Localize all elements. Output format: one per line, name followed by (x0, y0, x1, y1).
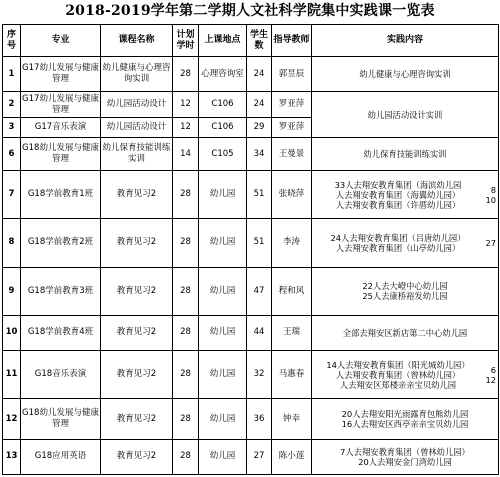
course-cell: 幼儿保育技能训练实训 (101, 138, 173, 171)
content-line: 7人去翔安教育集团（曾林幼儿园） (340, 446, 470, 457)
course-cell: 教育见习2 (101, 171, 173, 219)
course-cell: 教育见习2 (101, 267, 173, 315)
major-cell: G17幼儿发展与健康管理 (21, 92, 101, 118)
header-students: 学生数 (247, 25, 272, 57)
content-cell (312, 92, 499, 138)
content-cell (312, 267, 499, 315)
content-line: 人去翔安区郑楼亲亲宝贝幼儿园 (339, 379, 457, 390)
course-cell: 幼儿园活动设计 (101, 92, 173, 118)
students-cell: 36 (247, 399, 272, 440)
headcount-note (485, 238, 496, 248)
hours-cell: 28 (173, 315, 199, 350)
content-cell (312, 171, 499, 219)
location-cell: 幼儿园 (199, 399, 247, 440)
teacher-cell: 李涛 (272, 219, 312, 267)
seq-cell: 7 (3, 171, 21, 219)
hours-cell: 28 (173, 267, 199, 315)
header-major: 专业 (21, 25, 101, 57)
content-line: 人去翔安教育集团（山亭幼儿园） (335, 242, 461, 253)
header-teacher: 指导教师 (272, 25, 312, 57)
hours-cell: 28 (173, 439, 199, 474)
seq-cell: 9 (3, 267, 21, 315)
course-cell: 教育见习2 (101, 219, 173, 267)
students-cell: 29 (247, 118, 272, 138)
header-course: 课程名称 (101, 25, 173, 57)
major-cell: G18音乐表演 (21, 350, 101, 398)
table-row (3, 439, 499, 474)
teacher-cell: 罗亚萍 (272, 92, 312, 118)
teacher-cell: 张晓萍 (272, 171, 312, 219)
content-line: 幼儿园活动设计实训 (367, 109, 443, 120)
content-line: 20人去翔安金门湾幼儿园 (358, 456, 452, 467)
location-cell: C106 (199, 118, 247, 138)
course-cell: 教育见习2 (101, 315, 173, 350)
teacher-cell: 王曼景 (272, 138, 312, 171)
hours-cell: 28 (173, 219, 199, 267)
seq-cell: 6 (3, 138, 21, 171)
content-line: 人去翔安教育集团（许厝幼儿园） (335, 199, 461, 210)
page-title: 2018-2019学年第二学期人文社科学院集中实践课一览表 (65, 3, 435, 19)
teacher-cell: 王瑞 (272, 315, 312, 350)
content-line: 全部去翔安区新店第二中心幼儿园 (342, 327, 468, 338)
location-cell: 幼儿园 (199, 315, 247, 350)
major-cell: G18幼儿发展与健康管理 (21, 399, 101, 440)
course-cell: 幼儿健康与心理咨询实训 (101, 57, 173, 92)
course-cell: 幼儿园活动设计 (101, 118, 173, 138)
content-line: 14人去翔安教育集团（阳光城幼儿园） (326, 359, 470, 370)
hours-cell: 28 (173, 57, 199, 92)
seq-cell: 12 (3, 399, 21, 440)
students-cell: 51 (247, 219, 272, 267)
table-row (3, 267, 499, 315)
headcount-value: 27 (485, 237, 496, 248)
headcount-value: 10 (485, 194, 496, 205)
students-cell: 27 (247, 439, 272, 474)
seq-cell: 3 (3, 118, 21, 138)
headcount-value: 8 (490, 184, 496, 195)
hours-cell: 12 (173, 118, 199, 138)
major-cell: G18学前教育3班 (21, 267, 101, 315)
header-location: 上课地点 (199, 25, 247, 57)
content-cell (312, 219, 499, 267)
content-cell (312, 399, 499, 440)
seq-cell: 8 (3, 219, 21, 267)
course-cell: 教育见习2 (101, 439, 173, 474)
teacher-cell: 马惠春 (272, 350, 312, 398)
students-cell: 47 (247, 267, 272, 315)
table-row (3, 57, 499, 92)
teacher-cell: 程和风 (272, 267, 312, 315)
location-cell: 幼儿园 (199, 267, 247, 315)
content-line: 22人去大嶝中心幼儿园 (362, 281, 448, 292)
major-cell: G17幼儿发展与健康管理 (21, 57, 101, 92)
content-line: 人去翔安教育集团（曾林幼儿园） (335, 369, 461, 380)
teacher-cell: 罗亚萍 (272, 118, 312, 138)
table-row (3, 219, 499, 267)
seq-cell: 2 (3, 92, 21, 118)
table-row (3, 350, 499, 398)
students-cell: 24 (247, 57, 272, 92)
table-row (3, 171, 499, 219)
teacher-cell: 陈小莲 (272, 439, 312, 474)
seq-cell: 1 (3, 57, 21, 92)
content-cell (312, 138, 499, 171)
content-cell (312, 315, 499, 350)
location-cell: 幼儿园 (199, 439, 247, 474)
table-header-row (3, 25, 499, 57)
table-row (3, 92, 499, 118)
major-cell: G18应用英语 (21, 439, 101, 474)
hours-cell: 28 (173, 350, 199, 398)
content-line: 25人去康桥裕发幼儿园 (362, 291, 448, 302)
students-cell: 51 (247, 171, 272, 219)
content-line: 20人去翔安阳光雨露育包熊幼儿园 (341, 409, 469, 419)
table-row (3, 138, 499, 171)
headcount-value: 6 (490, 364, 496, 375)
table-row (3, 315, 499, 350)
students-cell: 32 (247, 350, 272, 398)
students-cell: 44 (247, 315, 272, 350)
major-cell: G17音乐表演 (21, 118, 101, 138)
content-line: 24人去翔安教育集团（吕唐幼儿园） (330, 232, 466, 243)
headcount-value: 12 (485, 374, 496, 385)
content-line: 16人去翔安区西亭亲亲宝贝幼儿园 (341, 419, 469, 429)
major-cell: G18学前教育1班 (21, 171, 101, 219)
header-hours: 计划学时 (173, 25, 199, 57)
location-cell: 幼儿园 (199, 219, 247, 267)
content-cell (312, 439, 499, 474)
students-cell: 24 (247, 92, 272, 118)
content-line: 幼儿保育技能训练实训 (363, 149, 447, 160)
seq-cell: 11 (3, 350, 21, 398)
location-cell: 幼儿园 (199, 171, 247, 219)
content-line: 幼儿健康与心理咨询实训 (359, 69, 451, 80)
course-cell: 教育见习2 (101, 350, 173, 398)
students-cell: 34 (247, 138, 272, 171)
location-cell: 心理咨询室 (199, 57, 247, 92)
header-seq: 序号 (3, 25, 21, 57)
content-cell (312, 350, 499, 398)
content-line: 人去翔安教育集团（海翼幼儿园） (335, 189, 461, 200)
content-cell (312, 57, 499, 92)
hours-cell: 28 (173, 399, 199, 440)
teacher-cell: 郭昱辰 (272, 57, 312, 92)
seq-cell: 13 (3, 439, 21, 474)
practice-course-table (2, 24, 499, 475)
seq-cell: 10 (3, 315, 21, 350)
hours-cell: 14 (173, 138, 199, 171)
headcount-note (485, 365, 496, 385)
hours-cell: 28 (173, 171, 199, 219)
location-cell: C106 (199, 92, 247, 118)
major-cell: G18学前教育2班 (21, 219, 101, 267)
course-cell: 教育见习2 (101, 399, 173, 440)
major-cell: G18学前教育4班 (21, 315, 101, 350)
content-line: 33人去翔安教育集团（海滨幼儿园 (334, 179, 462, 190)
major-cell: G18幼儿发展与健康管理 (21, 138, 101, 171)
table-row (3, 399, 499, 440)
location-cell: 幼儿园 (199, 350, 247, 398)
hours-cell: 12 (173, 92, 199, 118)
teacher-cell: 钟幸 (272, 399, 312, 440)
headcount-note (485, 185, 496, 205)
header-content: 实践内容 (312, 25, 499, 57)
location-cell: C105 (199, 138, 247, 171)
